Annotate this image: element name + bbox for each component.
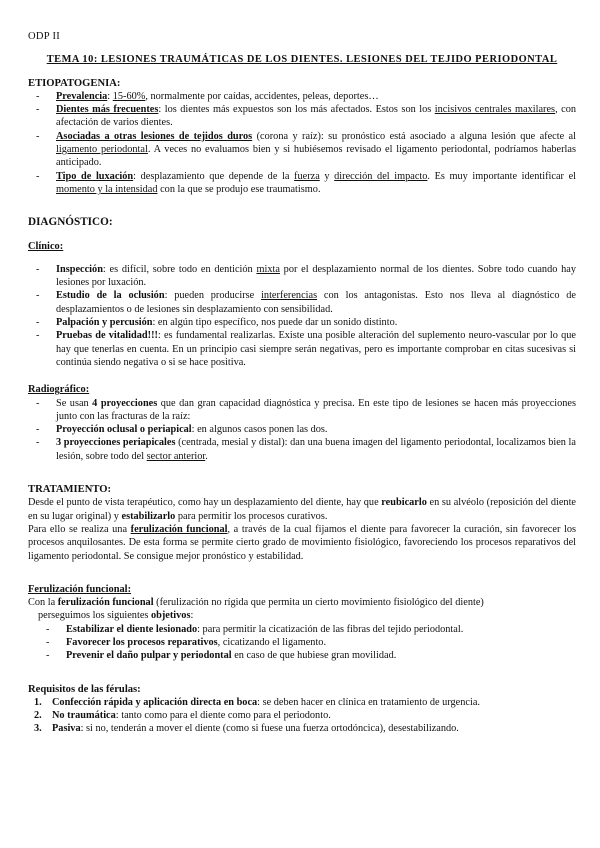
term-label: ferulización funcional <box>130 523 228 535</box>
term-label: Confección rápida y aplicación directa en boca <box>52 696 258 708</box>
text-span: y <box>319 170 335 182</box>
text-span: : en algún tipo específico, nos puede dar un sonido distinto. <box>152 317 398 329</box>
term-label: 3 proyecciones periapicales <box>56 437 176 449</box>
text-span: (centrada, mesial y distal): dan una buena imagen del ligamento periodontal, localizamos bien la lesión, sobre todo del <box>56 437 576 462</box>
underlined-text: dirección del impacto <box>334 170 428 182</box>
text-span: . A veces no evaluamos bien y si hubiésemos revisado el ligamento periodontal, podríamos haberlas anticipado. <box>56 144 576 169</box>
text-span: por el desplazamiento normal de los dientes. Sobre todo cuando hay lesiones por luxación. <box>56 263 576 289</box>
text-span: : desplazamiento que depende de la <box>133 170 295 182</box>
text-span: , normalmente por caídas, accidentes, peleas, deportes… <box>145 90 379 102</box>
text-span: . Es muy importante identificar el <box>427 170 577 182</box>
text-span: en caso de que hubiese gran movilidad. <box>231 650 397 662</box>
text-span: . <box>205 450 208 462</box>
document-title: TEMA 10: LESIONES TRAUMÁTICAS DE LOS DIENTES. LESIONES DEL TEJIDO PERIODONTAL <box>46 54 558 66</box>
underlined-text: incisivos centrales maxilares <box>434 104 556 116</box>
text-span: (corona y raíz): su pronóstico está asociado a alguna lesión que afecte al <box>252 130 576 142</box>
text-span: Con la <box>28 597 58 609</box>
requisitos-list <box>28 696 576 736</box>
term-label: Favorecer los procesos reparativos <box>66 636 218 648</box>
text-span: Se usan <box>56 397 93 409</box>
text-span: : si no, tenderán a mover el diente (como si fuese una fuerza ortodóncica), desestabilizando. <box>80 723 459 735</box>
paragraph <box>28 523 576 563</box>
list-number: 2. <box>34 710 42 722</box>
text-span: : para permitir la cicatización de las fibras del tejido periodontal. <box>197 623 464 635</box>
paragraph <box>28 609 576 622</box>
term-label: Prevenir el daño pulpar y periodontal <box>66 650 232 662</box>
text-span: , cicatizando el ligamento. <box>217 636 327 648</box>
term-label: Estabilizar el diente lesionado <box>66 623 198 635</box>
list-item <box>28 316 576 329</box>
text-span: Para ello se realiza una <box>28 523 131 535</box>
underlined-text: 15-60% <box>112 90 146 102</box>
term-label: objetivos <box>150 610 191 622</box>
list-item <box>28 329 576 369</box>
document-page <box>28 30 576 736</box>
text-span: con los antagonistas. Esto nos lleva al diagnóstico de desplazamientos o de lesiones sin desplazamiento con sensibilidad. <box>56 290 576 315</box>
list-item <box>28 696 576 709</box>
term-label: Prevalencia <box>56 90 108 102</box>
text-span: (ferulización no rígida que permita un cierto movimiento fisiológico del diente) <box>153 597 484 609</box>
text-span: Desde el punto de vista terapéutico, como hay un desplazamiento del diente, hay que <box>28 497 382 509</box>
list-item <box>28 722 576 735</box>
list-item <box>28 397 576 424</box>
term-label: reubicarlo <box>381 497 427 509</box>
underlined-text: interferencias <box>261 290 318 302</box>
list-item <box>28 103 576 130</box>
text-span: : tanto como para el diente como para el periodonto. <box>115 710 331 722</box>
term-label: estabilizarlo <box>121 510 176 522</box>
subheading-radiografico: Radiográfico: <box>28 384 90 396</box>
list-item <box>28 289 576 316</box>
list-number: 3. <box>34 723 42 735</box>
term-label: Inspección <box>56 263 103 275</box>
text-span: : es fundamental realizarlas. Existe una posible alteración del suplemento neuro-vascular por lo que hay que tenerlas en cuenta. En un principio casi siempre serán negativas, pero es importante comprobar en citas sucesivas si continúa siendo negativa o si se hace positiva. <box>56 330 576 368</box>
underlined-text: fuerza <box>294 170 320 182</box>
term-label: ferulización funcional <box>57 597 154 609</box>
objetivos-list <box>28 623 576 663</box>
term-label: Estudio de la oclusión <box>56 290 165 302</box>
text-span: perseguimos los siguientes <box>38 610 151 622</box>
etiopatogenia-list <box>28 90 576 196</box>
text-span: para permitir los procesos curativos. <box>175 510 328 522</box>
paragraph <box>28 596 576 609</box>
text-span: con la que se produjo ese traumatismo. <box>157 183 321 195</box>
list-item <box>28 623 576 636</box>
term-label: Proyección oclusal o periapical <box>56 424 192 436</box>
text-span: : se deben hacer en clínica en tratamiento de urgencia. <box>257 696 480 708</box>
text-span: : los dientes más expuestos son los más afectados. Estos son los <box>158 104 435 116</box>
text-span: , con afectación de varios dientes. <box>56 104 577 129</box>
list-item <box>28 636 576 649</box>
list-item <box>28 130 576 170</box>
text-span: en su alvéolo (reposición del diente en su lugar original) y <box>28 497 576 522</box>
text-span: : pueden producirse <box>164 290 262 302</box>
page-header: ODP II <box>28 31 61 42</box>
text-span: : <box>190 610 194 622</box>
radiografico-list <box>28 397 576 463</box>
underlined-text: momento y la intensidad <box>56 183 158 195</box>
text-span: : en algunos casos ponen las dos. <box>191 424 328 436</box>
text-span: que dan gran capacidad diagnóstica y precisa. En este tipo de lesiones se hacen más proyecciones junto con las fracturas de la raíz: <box>56 397 576 422</box>
text-span: : <box>107 90 113 102</box>
list-item <box>28 649 576 662</box>
underlined-text: sector anterior <box>146 450 206 462</box>
section-heading-etiopatogenia: ETIOPATOGENIA: <box>28 77 121 89</box>
subheading-ferulizacion: Ferulización funcional: <box>28 583 132 595</box>
list-number: 1. <box>34 696 42 708</box>
list-item <box>28 90 576 103</box>
text-span: , a través de la cual fijamos el diente para favorecer la curación, sin favorecer los procesos anquilosantes. De esta forma se permite cierto grado de movimiento fisiológico, favoreciendo los procesos reparativos del ligamento periodontal. Se consigue mejor pronóstico y estabilidad. <box>28 523 576 562</box>
underlined-text: mixta <box>256 263 280 275</box>
underlined-text: ligamento periodontal <box>56 144 148 156</box>
term-label: Pasiva <box>52 723 81 735</box>
clinico-list <box>28 263 576 369</box>
section-heading-diagnostico: DIAGNÓSTICO: <box>28 216 113 229</box>
list-item <box>28 170 576 197</box>
term-label: No traumática <box>52 710 116 722</box>
term-label: 4 proyecciones <box>92 397 158 409</box>
section-heading-tratamiento: TRATAMIENTO: <box>28 484 111 496</box>
term-label: Dientes más frecuentes <box>56 104 159 116</box>
term-label: Asociadas a otras lesiones de tejidos duros <box>56 130 253 142</box>
list-item <box>28 263 576 290</box>
paragraph <box>28 496 576 523</box>
list-item <box>28 709 576 722</box>
term-label: Palpación y percusión <box>56 317 153 329</box>
term-label: Pruebas de vitalidad!!! <box>56 330 158 342</box>
list-item <box>28 423 576 436</box>
section-heading-requisitos: Requisitos de las férulas: <box>28 683 141 695</box>
subheading-clinico: Clínico: <box>28 240 64 252</box>
term-label: Tipo de luxación <box>56 170 134 182</box>
text-span: : es difícil, sobre todo en dentición <box>102 263 257 275</box>
list-item <box>28 436 576 463</box>
